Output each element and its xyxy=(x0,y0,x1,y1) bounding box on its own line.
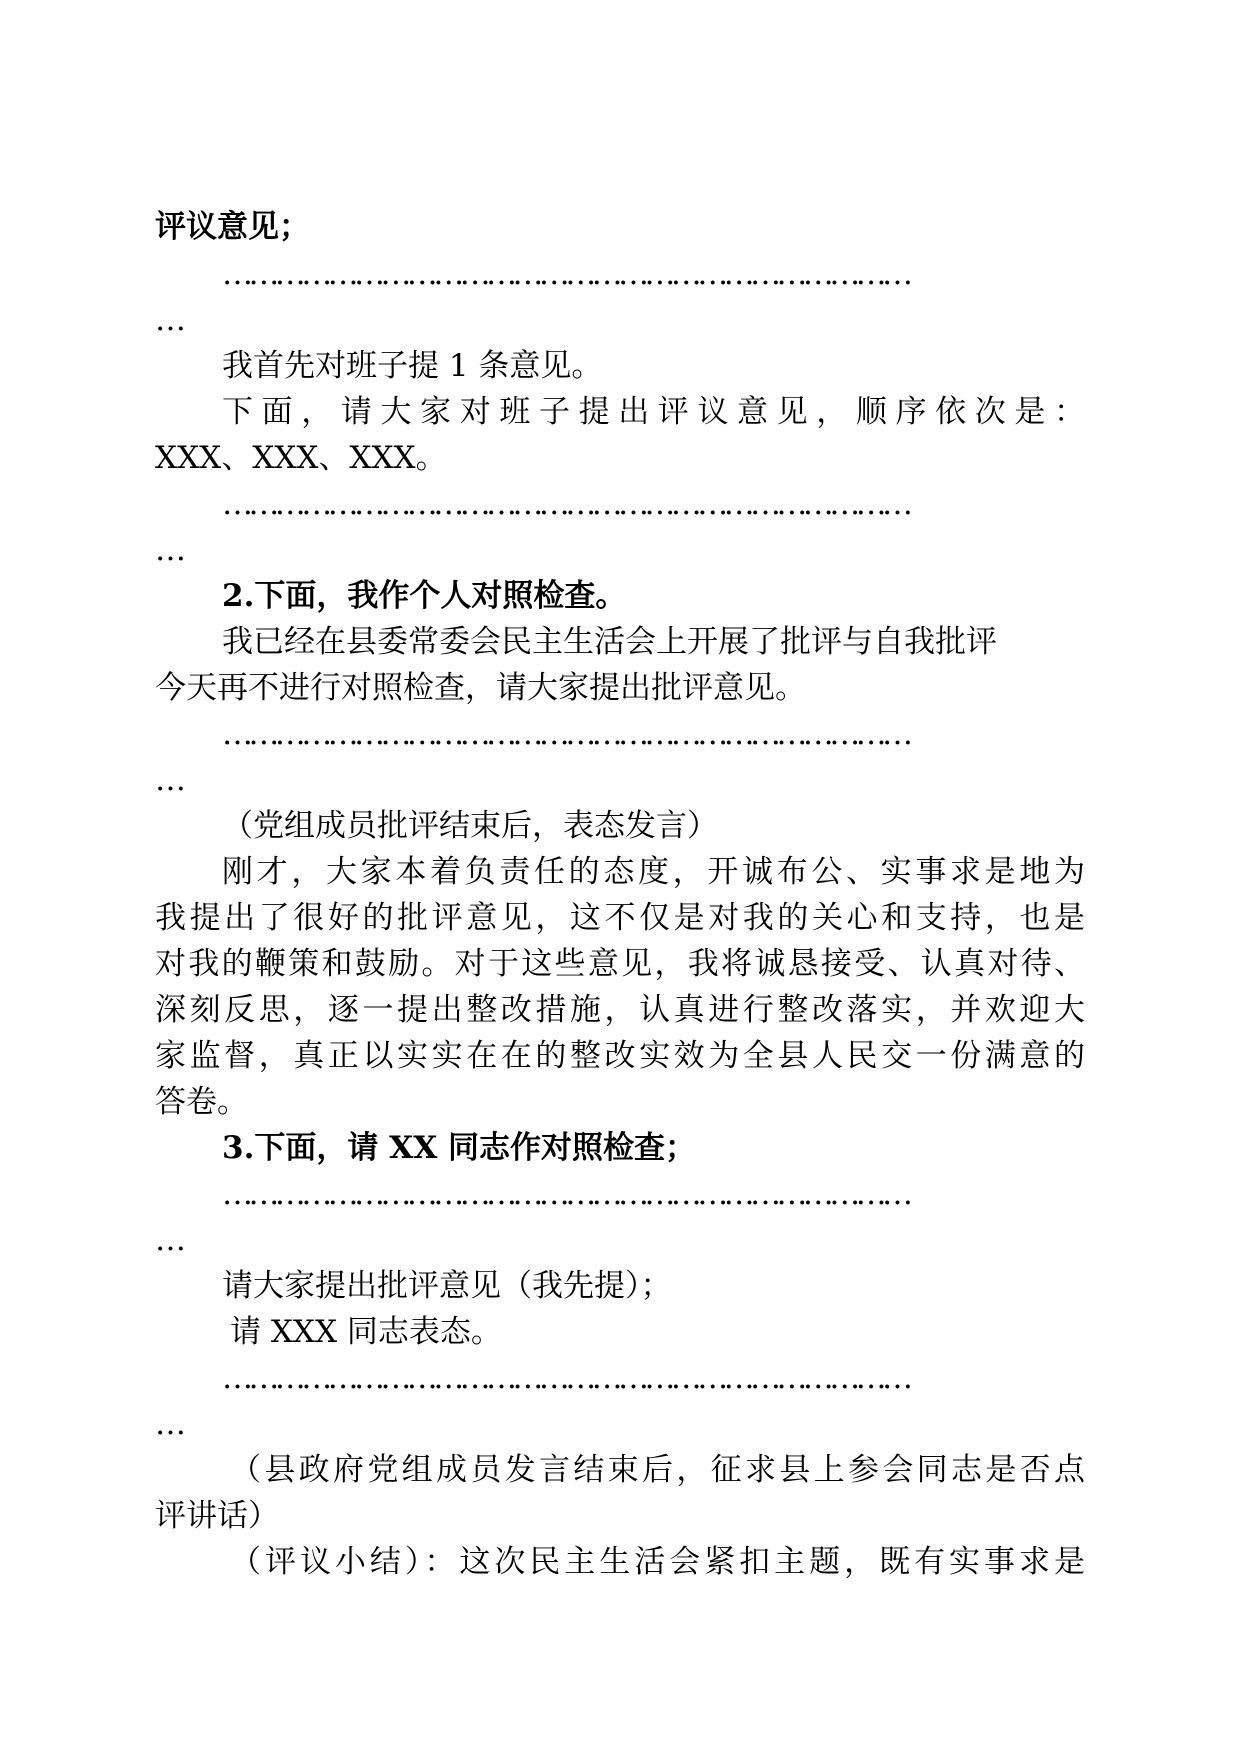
paragraph-summary-line-1: （评议小结）：这次民主生活会紧扣主题，既有实事求是 xyxy=(230,1544,1085,1580)
paragraph-response-line-6: 答卷。 xyxy=(155,1084,248,1120)
paragraph-response-line-5: 家监督，真正以实实在在的整改实效为全县人民交一份满意的 xyxy=(155,1038,1085,1074)
section-2-title: 2.下面，我作个人对照检查。 xyxy=(222,578,627,614)
paragraph-response-line-1: 刚才，大家本着负责任的态度，开诚布公、实事求是地为 xyxy=(222,854,1085,890)
paragraph-response-line-3: 对我的鞭策和鼓励。对于这些意见，我将诚恳接受、认真对待、 xyxy=(155,946,1085,982)
paragraph-comment-note-line-1: （县政府党组成员发言结束后，征求县上参会同志是否点 xyxy=(230,1452,1085,1488)
paragraph-response-line-4: 深刻反思，逐一提出整改措施，认真进行整改落实，并欢迎大 xyxy=(155,992,1085,1028)
paragraph-response-line-2: 我提出了很好的批评意见，这不仅是对我的关心和支持，也是 xyxy=(155,900,1085,936)
paragraph-order-line-2: XXX、XXX、XXX。 xyxy=(155,440,447,476)
paragraph-self-check-line-2: 今天再不进行对照检查，请大家提出批评意见。 xyxy=(155,670,806,706)
ellipsis-tail-5: … xyxy=(155,1406,186,1442)
paragraph-statement-note: （党组成员批评结束后，表态发言） xyxy=(222,808,718,844)
ellipsis-line-2: …………………………………………………………………… xyxy=(222,486,909,522)
ellipsis-line-3: …………………………………………………………………… xyxy=(222,716,909,752)
ellipsis-line-5: …………………………………………………………………… xyxy=(222,1360,909,1396)
ellipsis-tail-1: … xyxy=(155,302,186,338)
ellipsis-tail-2: … xyxy=(155,532,186,568)
ellipsis-line-4: …………………………………………………………………… xyxy=(222,1176,909,1212)
heading-tail: 评议意见； xyxy=(155,209,310,245)
ellipsis-tail-3: … xyxy=(155,762,186,798)
paragraph-order-line-1: 下面，请大家对班子提出评议意见，顺序依次是： xyxy=(222,394,1085,430)
paragraph-first-opinion: 我首先对班子提 1 条意见。 xyxy=(222,348,603,384)
section-3-title: 3.下面，请 XX 同志作对照检查； xyxy=(222,1130,697,1166)
paragraph-self-check-line-1: 我已经在县委常委会民主生活会上开展了批评与自我批评 xyxy=(222,624,997,660)
ellipsis-line-1: …………………………………………………………………… xyxy=(222,256,909,292)
paragraph-xxx-statement: 请 XXX 同志表态。 xyxy=(230,1314,502,1350)
paragraph-comment-note-line-2: 评讲话） xyxy=(155,1498,279,1534)
ellipsis-tail-4: … xyxy=(155,1222,186,1258)
paragraph-criticism-request: 请大家提出批评意见（我先提）； xyxy=(222,1268,672,1304)
